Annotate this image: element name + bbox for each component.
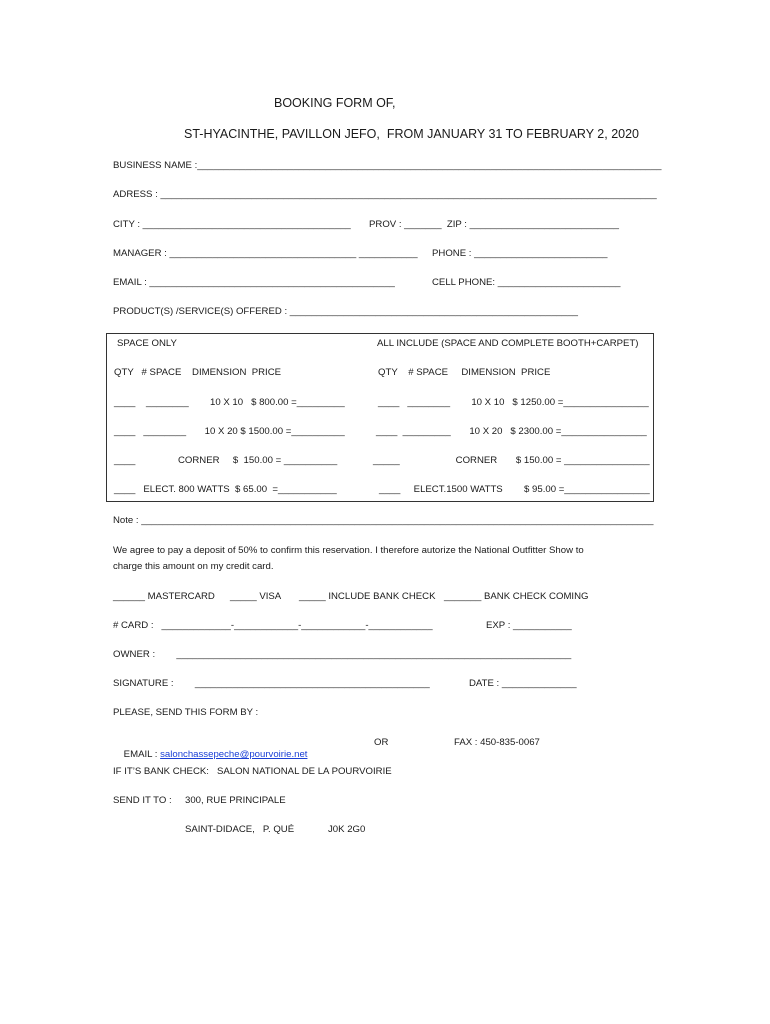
pricing-table [106,333,654,502]
all-include-row-electricity[interactable]: ____ ELECT.1500 WATTS $ 95.00 =________________ [379,484,650,495]
mailing-postal-code: J0K 2G0 [328,824,366,835]
mailing-street: 300, RUE PRINCIPALE [185,795,286,806]
agreement-text-line1: We agree to pay a deposit of 50% to confirm this reservation. I therefore autorize the National Outfitter Show to [113,545,584,556]
space-only-row-10x10[interactable]: ____ ________ 10 X 10 $ 800.00 =_________ [114,397,345,408]
card-number-field[interactable]: # CARD : _____________-____________-____________-____________ [113,620,433,631]
mastercard-option[interactable]: ______ MASTERCARD [113,591,215,602]
cell-phone-field[interactable]: CELL PHONE: _______________________ [432,277,621,288]
send-to-label: SEND IT TO : [113,795,172,806]
note-field[interactable]: Note : ________________________________________________________________________________________________ [113,515,654,526]
right-column-headers: QTY # SPACE DIMENSION PRICE [378,367,551,378]
form-title: BOOKING FORM OF, [274,96,396,110]
or-label: OR [374,737,389,748]
form-subtitle: ST-HYACINTHE, PAVILLON JEFO, FROM JANUARY 31 TO FEBRUARY 2, 2020 [184,127,639,141]
space-only-row-10x20[interactable]: ____ ________ 10 X 20 $ 1500.00 =__________ [114,426,345,437]
contact-email-label: EMAIL : [123,749,161,760]
prov-zip-field[interactable]: PROV : _______ ZIP : ____________________________ [369,219,620,230]
all-include-row-10x20[interactable]: ____ _________ 10 X 20 $ 2300.00 =________________ [376,426,647,437]
signature-field[interactable]: SIGNATURE : ____________________________________________ [113,678,430,689]
visa-option[interactable]: _____ VISA [230,591,282,602]
left-column-headers: QTY # SPACE DIMENSION PRICE [114,367,282,378]
all-include-heading: ALL INCLUDE (SPACE AND COMPLETE BOOTH+CARPET) [377,338,639,349]
phone-field[interactable]: PHONE : _________________________ [432,248,608,259]
space-only-row-electricity[interactable]: ____ ELECT. 800 WATTS $ 65.00 =___________ [114,484,337,495]
fax-number: FAX : 450-835-0067 [454,737,540,748]
mailing-city: SAINT-DIDACE, P. QUÉ [185,824,295,835]
bank-check-coming-option[interactable]: _______ BANK CHECK COMING [444,591,589,602]
email-field[interactable]: EMAIL : ______________________________________________ [113,277,395,288]
date-field[interactable]: DATE : ______________ [469,678,577,689]
agreement-text-line2: charge this amount on my credit card. [113,561,274,572]
all-include-row-10x10[interactable]: ____ ________ 10 X 10 $ 1250.00 =________________ [378,397,649,408]
space-only-heading: SPACE ONLY [117,338,177,349]
bank-check-payee: IF IT’S BANK CHECK: SALON NATIONAL DE LA POURVOIRIE [113,766,392,777]
products-field[interactable]: PRODUCT(S) /SERVICE(S) OFFERED : ______________________________________________________ [113,306,578,317]
contact-email-link[interactable]: salonchassepeche@pourvoirie.net [160,749,308,760]
include-bank-check-option[interactable]: _____ INCLUDE BANK CHECK [299,591,436,602]
all-include-row-corner[interactable]: _____ CORNER $ 150.00 = ________________ [373,455,650,466]
card-exp-field[interactable]: EXP : ___________ [486,620,572,631]
manager-field[interactable]: MANAGER : ___________________________________ ___________ [113,248,418,259]
business-name-field[interactable]: BUSINESS NAME :_______________________________________________________________________________________ [113,160,662,171]
space-only-row-corner[interactable]: ____ CORNER $ 150.00 = __________ [114,455,338,466]
send-by-heading: PLEASE, SEND THIS FORM BY : [113,707,259,718]
address-field[interactable]: ADRESS : _____________________________________________________________________________________________ [113,189,657,200]
owner-field[interactable]: OWNER : __________________________________________________________________________ [113,649,572,660]
city-field[interactable]: CITY : _______________________________________ [113,219,351,230]
